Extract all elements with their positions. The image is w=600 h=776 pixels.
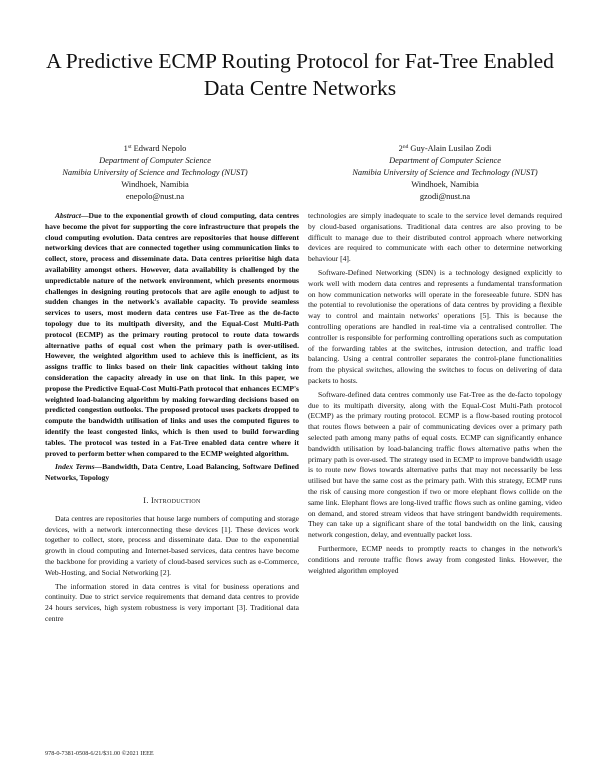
index-terms [45,462,299,484]
author-ordinal-num: 1 [123,144,128,153]
paragraph: Furthermore, ECMP needs to promptly reacts to changes in the network's conditions and reroute traffic flows away from congested links. However, the weighted algorithm employed [308,543,562,575]
author-email[interactable]: gzodi@nust.na [419,192,471,201]
paper-title: A Predictive ECMP Routing Protocol for Fat-Tree Enabled Data Centre Networks [46,49,554,100]
abstract [45,211,299,459]
right-column [308,211,562,579]
author-location: Windhoek, Namibia [121,180,189,189]
paragraph: The information stored in data centres is vital for business operations and continuity. Due to strict service requirements that demand data centres to provide 24 hours services, high system robustness is very important [3]. Traditional data centre [45,581,299,623]
paragraph: Data centres are repositories that house large numbers of computing and storage devices, with a network interconnecting these devices [1]. These devices work together to collect, store, process and disseminate data. Due to the exponential growth in cloud computing and Internet-based services, data centres have become the backbone for providing a variety of cloud-based services such as e-Commerce, Web-Hosting, and Social Networking [2]. [45,513,299,577]
abstract-label: Abstract [55,211,81,220]
author-name-text: Edward Nepolo [133,144,187,153]
left-column [45,211,299,628]
author-block-2 [310,143,580,203]
author-name-text: Guy-Alain Lusilao Zodi [410,144,492,153]
author-university: Namibia University of Science and Technology (NUST) [62,168,248,177]
author-name [20,143,290,155]
abstract-text: —Due to the exponential growth of cloud computing, data centres have become the pivot for supporting the core infrastructure that propels the cloud computing evolution. Data centres are repositories that house different networking devices that are connected together using communication links to collect, store, process and disseminate data. Data centres prioritise high data availability amongst others. However, data availability is challenged by the unpredictable nature of the network environment, which presents enormous challenges in designing routing protocols that are agile enough to adjust to sudden changes in the network's available capacity. To provide seamless services to users, most modern data centres use Fat-Tree as the de-facto topology due to its multipath diversity, and the Equal-Cost Multi-Path protocol (ECMP) as the primary routing protocol to route data towards alternative paths of equal cost when the primary path is over-utilised. However, the weighted algorithm used to achieve this is inefficient, as its assigns traffic to links based on their link capacities without taking into consideration the capacity already in use on that link. In this paper, we propose the Predictive Equal-Cost Multi-Path protocol that enhances ECMP's weighted load-balancing algorithm by making forwarding decisions based on predicted congestion outlooks. The proposed protocol uses packets dropped to compute the bandwidth utilisation of links and uses the computed figures to identify the least congested links, which is then used to build forwarding tables. The protocol was tested in a Fat-Tree enabled data centre where it proved to perform better when compared to the ECMP weighted algorithm. [45,211,299,458]
author-name [310,143,580,155]
author-email[interactable]: enepolo@nust.na [125,192,185,201]
author-ordinal: nd [402,144,409,150]
paragraph: Software-defined data centres commonly use Fat-Tree as the de-facto topology due to its multipath diversity, along with the Equal-Cost Multi-Path protocol (ECMP) as the primary routing protocol. ECMP is a flow-based routing protocol that routes flows between a pair of communicating devices over a primary path selected path among many paths of equal costs. ECMP can significantly enhance bandwidth utilisation by load-balancing traffic flows alternative paths when the primary path is over-used. The strategy used in ECMP to improve bandwidth usage is to route new flows towards alternative paths that may not necessarily be less utilised but have the same cost as the primary path. With this strategy, ECMP runs the risk of causing more congestion if two or more elephant flows collide on the same link. Elephant flows are long-lived traffic flows such as online gaming, video on demand, and stored stream videos that have stringent bandwidth requirements. They can take up a significant share of the total bandwidth on the link, causing network congestion, delay, and eventually packet loss. [308,389,562,540]
author-location: Windhoek, Namibia [411,180,479,189]
section-heading: I. Introduction [143,495,201,505]
author-ordinal: st [127,144,132,150]
index-terms-text: —Bandwidth, Data Centre, Load Balancing, Software Defined Networks, Topology [45,462,299,483]
index-terms-label: Index Terms [55,462,95,472]
paragraph: technologies are simply inadequate to scale to the service level demands required by cloud-based organisations. Traditional data centres are also proving to be difficult to manage due to their distributed control approach where networking devices are required to communicate with each other to determine networking behaviour [4]. [308,211,562,264]
paragraph: Software-Defined Networking (SDN) is a technology designed explicitly to work well with modern data centres and represents a fundamental transformation on how communication networks will operate in the foreseeable future. SDN has the potential to revolutionise the operations of data centres by providing a flexible way to control and maintain networks' operations [5]. This is because the controlling operations are handled in real-time via a centralised controller. The controller is responsible for performing controlling operations such as computation of the forwarding tables at the switches, intrusion detection, and traffic load balancing. Using a central controller separates the control-plane functionalities from the physical switches, allowing the switches to focus on delivering of data packets to hosts. [308,267,562,385]
author-university: Namibia University of Science and Technology (NUST) [352,168,538,177]
copyright-footer: 978-0-7381-0508-6/21/$31.00 ©2021 IEEE [45,750,154,757]
author-ordinal-num: 2 [398,144,403,153]
author-department: Department of Computer Science [389,156,501,165]
author-block-1 [20,143,290,203]
author-department: Department of Computer Science [99,156,211,165]
